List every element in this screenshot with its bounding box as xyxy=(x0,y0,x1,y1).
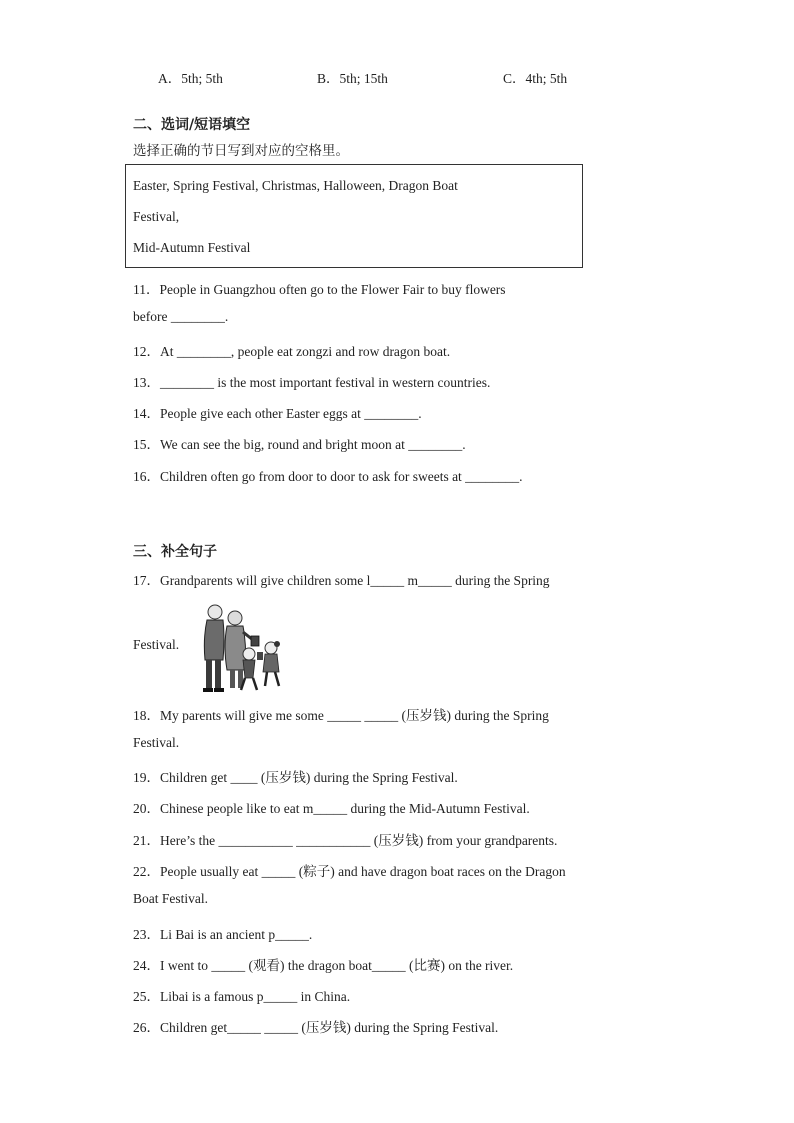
question-16: 16．Children often go from door to door to ask for sweets at ________. xyxy=(133,469,523,484)
option-b: B．5th; 15th xyxy=(317,71,388,86)
question-22-cont: Boat Festival. xyxy=(133,891,208,906)
question-24: 24．I went to _____ (观看) the dragon boat_____ (比赛) on the river. xyxy=(133,958,514,973)
question-15: 15．We can see the big, round and bright moon at ________. xyxy=(133,437,466,452)
question-13: 13．________ is the most important festival in western countries. xyxy=(133,375,491,390)
word-bank-line: Festival, xyxy=(133,209,180,224)
question-18-cont: Festival. xyxy=(133,735,180,750)
question-17: 17．Grandparents will give children some l_____ m_____ during the Spring xyxy=(133,573,550,588)
question-18: 18．My parents will give me some _____ _____ (压岁钱) during the Spring xyxy=(133,708,549,723)
question-19: 19．Children get ____ (压岁钱) during the Spring Festival. xyxy=(133,770,458,785)
section2-heading: 二、选词/短语填空 xyxy=(133,117,251,133)
option-a: A．5th; 5th xyxy=(158,71,223,86)
question-12: 12．At ________, people eat zongzi and row dragon boat. xyxy=(133,344,451,359)
question-11: 11．People in Guangzhou often go to the Flower Fair to buy flowers xyxy=(133,282,506,297)
grandparents-children-illustration xyxy=(193,598,289,694)
question-22: 22．People usually eat _____ (粽子) and have dragon boat races on the Dragon xyxy=(133,864,566,879)
question-23: 23．Li Bai is an ancient p_____. xyxy=(133,927,313,942)
question-17-cont: Festival. xyxy=(133,637,180,652)
word-bank-line: Easter, Spring Festival, Christmas, Halloween, Dragon Boat xyxy=(133,178,458,193)
section2-instruction: 选择正确的节日写到对应的空格里。 xyxy=(133,143,349,159)
option-c: C．4th; 5th xyxy=(503,71,568,86)
question-21: 21．Here’s the ___________ ___________ (压岁钱) from your grandparents. xyxy=(133,833,558,848)
word-bank-box xyxy=(125,164,583,268)
question-26: 26．Children get_____ _____ (压岁钱) during the Spring Festival. xyxy=(133,1020,499,1035)
section3-heading: 三、补全句子 xyxy=(133,544,217,560)
question-14: 14．People give each other Easter eggs at ________. xyxy=(133,406,422,421)
word-bank-line: Mid-Autumn Festival xyxy=(133,240,251,255)
question-20: 20．Chinese people like to eat m_____ during the Mid-Autumn Festival. xyxy=(133,801,530,816)
question-25: 25．Libai is a famous p_____ in China. xyxy=(133,989,351,1004)
question-11-cont: before ________. xyxy=(133,309,229,324)
